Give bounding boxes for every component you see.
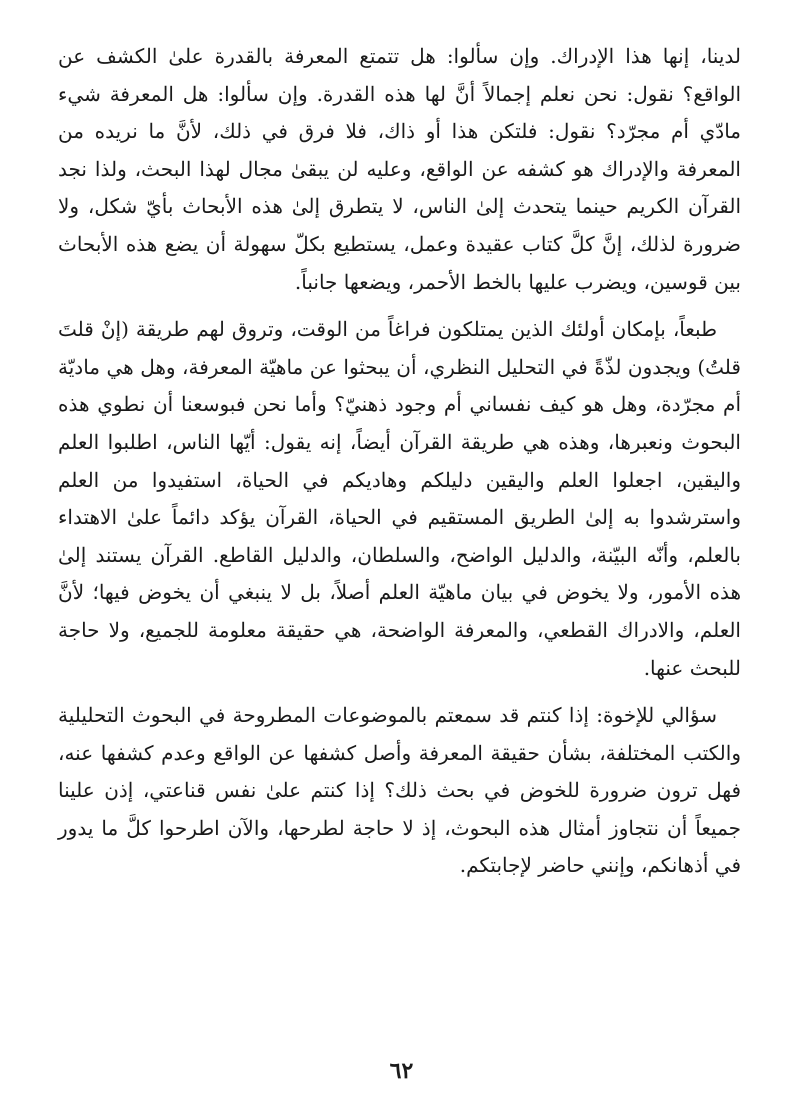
page-number: ٦٢ (389, 1058, 414, 1084)
body-text (58, 38, 741, 885)
paragraph-1: لدينا، إنها هذا الإدراك. وإن سألوا: هل تتمتع المعرفة بالقدرة علىٰ الكشف عن الواقع؟ نقول: نحن نعلم إجمالاً أنَّ لها هذه القدرة. وإن سألوا: هل المعرفة شيء مادّي أم مجرّد؟ نقول: فلتكن هذا أو ذاك، فلا فرق في ذلك، لأنَّ ما نريده من المعرفة والإدراك هو كشفه عن الواقع، وعليه لن يبقىٰ مجال لهذا البحث، ولذا نجد القرآن الكريم حينما يتحدث إلىٰ الناس، لا يتطرق إلىٰ هذه الأبحاث بأيّ شكل، ولا ضرورة لذلك، إنَّ كلَّ كتاب عقيدة وعمل، يستطيع بكلّ سهولة أن يضع هذه الأبحاث بين قوسين، ويضرب عليها بالخط الأحمر، ويضعها جانباً. (58, 44, 742, 294)
paragraph-2: طبعاً، بإمكان أولئك الذين يمتلكون فراغاً من الوقت، وتروق لهم طريقة (إنْ قلتَ قلتُ) ويجدون لذّةً في التحليل النظري، أن يبحثوا عن ماهيّة المعرفة، وهل هي ماديّة أم مجرّدة، وهل هو كيف نفساني أم وجود ذهنيّ؟ وأما نحن فبوسعنا أن نطوي هذه البحوث ونعبرها، وهذه هي طريقة القرآن أيضاً، إنه يقول: أيّها الناس، اطلبوا العلم واليقين، اجعلوا العلم واليقين دليلكم وهاديكم في الحياة، استفيدوا من العلم واسترشدوا به إلىٰ الطريق المستقيم في الحياة، القرآن يؤكد دائماً علىٰ الاهتداء بالعلم، وأنّه البيّنة، والدليل الواضح، والسلطان، والدليل القاطع. القرآن يستند إلىٰ هذه الأمور، ولا يخوض في بيان ماهيّة العلم أصلاً، بل لا ينبغي أن يخوض فيها؛ لأنَّ العلم، والادراك القطعي، والمعرفة الواضحة، هي حقيقة معلومة للجميع، ولا حاجة للبحث عنها. (58, 317, 741, 680)
paragraph-3: سؤالي للإخوة: إذا كنتم قد سمعتم بالموضوعات المطروحة في البحوث التحليلية والكتب المختلفة، بشأن حقيقة المعرفة وأصل كشفها عن الواقع وعدم كشفها عنه، فهل ترون ضرورة للخوض في بحث ذلك؟ إذا كنتم علىٰ نفس قناعتي، إذن علينا جميعاً أن نتجاوز أمثال هذه البحوث، إذ لا حاجة لطرحها، والآن اطرحوا كلَّ ما يدور في أذهانكم، وإنني حاضر لإجابتكم. (58, 703, 742, 878)
